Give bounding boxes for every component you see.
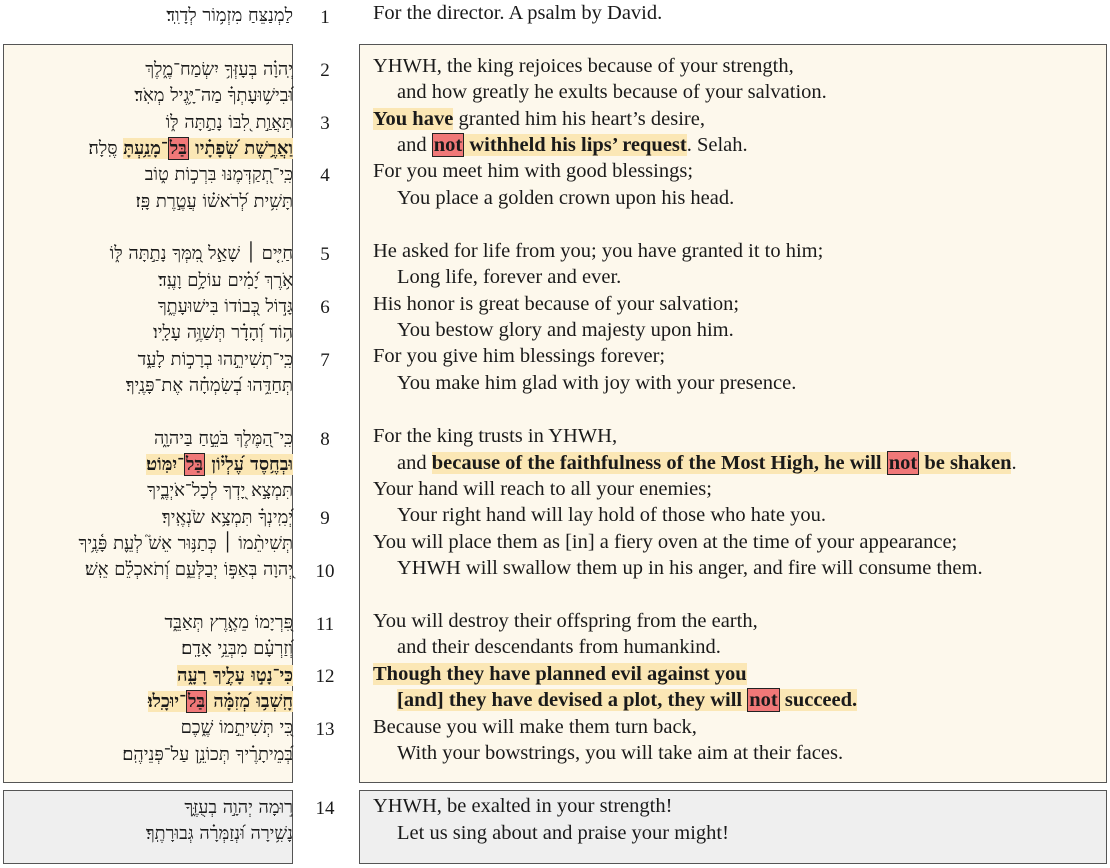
- english-line: and how greatly he exults because of your salvation.: [397, 81, 827, 103]
- verse-number: 10: [315, 561, 335, 582]
- hebrew-line-highlighted: [148, 689, 293, 716]
- english-line: YHWH will swallow them up in his anger, and fire will consume them.: [397, 557, 983, 579]
- hebrew-line: יְ֭הוָה בְּאַפּ֣וֹ יְבַלְּעֵ֑ם וְ֝תֹאכְלֵ֗ם אֵֽשׁ׃: [84, 559, 293, 580]
- verse-number: 9: [320, 508, 330, 529]
- hebrew-highlight: וַאֲרֶ֥שֶׁת שְׂ֝פָתָ֗יו בַּל־מָנַ֥עְתָּ: [123, 138, 293, 159]
- verse-number: 5: [320, 244, 330, 265]
- english-line: and because of the faithfulness of the Most High, he will not be shaken.: [397, 452, 1017, 474]
- hebrew-line: וּ֝בִישׁ֥וּעָתְךָ֗ מַה־יָּ֥גֶיל מְאֹֽד׃: [134, 85, 293, 106]
- verse-number: 1: [320, 7, 330, 28]
- english-line: You make him glad with joy with your presence.: [397, 372, 797, 394]
- hebrew-line: כִּ֭י תְּשִׁיתֵ֣מוֹ שֶׁ֑כֶם: [180, 717, 293, 738]
- verse-number: 12: [315, 666, 335, 687]
- english-line: You will place them as [in] a fiery oven at the time of your appearance;: [373, 531, 958, 553]
- english-line: His honor is great because of your salvation;: [373, 293, 740, 315]
- english-line: Long life, forever and ever.: [397, 266, 622, 288]
- verse-number: 13: [315, 719, 335, 740]
- hebrew-line: גָּד֣וֹל כְּ֭בוֹדוֹ בִּישׁוּעָתֶ֑ךָ: [157, 296, 293, 317]
- hebrew-highlight: וּבְחֶ֥סֶד עֶ֝לְי֗וֹן בַּל־יִמּֽוֹט׃: [146, 454, 293, 475]
- english-line: [397, 687, 857, 714]
- english-line: Because you will make them turn back,: [373, 716, 697, 738]
- verse-number: 6: [320, 297, 330, 318]
- hebrew-line: תִּמְצָ֣א יָ֭דְךָ לְכָל־אֹיְבֶ֑יךָ: [147, 480, 293, 501]
- hebrew-line: יְֽהוָ֗ה בְּעָזְּךָ֥ יִשְׂמַח־מֶ֑לֶךְ: [145, 59, 293, 80]
- hebrew-line: ר֣וּמָה יְהוָ֣ה בְעֻזֶּ֑ךָ: [184, 797, 293, 818]
- english-line: He asked for life from you; you have granted it to him;: [373, 240, 824, 262]
- hebrew-line-highlighted: וַאֲרֶ֥שֶׁת שְׂ֝פָתָ֗יו בַּל־מָנַ֥עְתָּ סֶּֽלָה׃: [88, 138, 293, 159]
- english-line: [373, 661, 747, 688]
- hebrew-line: וְ֝זַרְעָ֗ם מִבְּנֵ֥י אָדָֽם׃: [181, 638, 293, 659]
- negation-marker: not: [749, 689, 778, 711]
- hebrew-line: יְ֝מִֽינְךָ֗ תִּמְצָ֥א שֹׂנְאֶֽיךָ׃: [161, 507, 293, 528]
- english-line: You have granted him his heart’s desire,: [373, 108, 705, 130]
- hebrew-line: ה֥וֹד וְ֝הָדָ֗ר תְּשַׁוֶּ֥ה עָלָֽיו׃: [153, 322, 293, 343]
- english-line: YHWH, the king rejoices because of your strength,: [373, 55, 794, 77]
- hebrew-line: אֹ֥רֶךְ יָ֝מִ֗ים עוֹלָ֥ם וָעֶֽד׃: [158, 270, 293, 291]
- verse-number: 7: [320, 350, 330, 371]
- english-line: Your right hand will lay hold of those who hate you.: [397, 504, 826, 526]
- english-line: For the director. A psalm by David.: [373, 2, 663, 24]
- hebrew-line-highlighted: [146, 452, 293, 479]
- hebrew-line: פִּ֭רְיָמוֹ מֵאֶ֣רֶץ תְּאַבֵּ֑ד: [164, 612, 293, 633]
- hebrew-line: כִּֽי־תְשִׁיתֵ֣הוּ בְרָכ֣וֹת לָעַ֑ד: [137, 349, 293, 370]
- hebrew-line: תְּשִׁיתֵ֨מוֹ ׀ כְּתַנּ֥וּר אֵשׁ֮ לְעֵ֪ת פָּ֫נֶ֥יךָ: [78, 533, 293, 554]
- english-line: For you give him blessings forever;: [373, 345, 666, 367]
- english-line: YHWH, be exalted in your strength!: [373, 795, 673, 817]
- hebrew-line: בְּ֝מֵיתָרֶ֗יךָ תְּכוֹנֵ֥ן עַל־פְּנֵיהֶֽם׃: [122, 744, 293, 765]
- hebrew-line: תָּשִׁ֥ית לְ֝רֹאשׁ֗וֹ עֲטֶ֣רֶת פָּֽז׃: [135, 191, 293, 212]
- hebrew-line: חַיִּ֤ים ׀ שָׁאַ֣ל מִ֭מְּךָ נָתַ֣תָּה לּ֑וֹ: [109, 243, 293, 264]
- english-line: You place a golden crown upon his head.: [397, 187, 735, 209]
- hebrew-line: נָשִׁ֥ירָה וּ֝נְזַמְּרָ֗ה גְּבוּרָתֶֽךָ׃: [145, 823, 293, 844]
- english-line: and not withheld his lips’ request. Selah.: [397, 134, 748, 156]
- verse-number: 4: [320, 165, 330, 186]
- hebrew-line: כִּֽי־תְ֭קַדְּמֶנּוּ בִּרְכ֣וֹת ט֑וֹב: [144, 164, 293, 185]
- english-line: You bestow glory and majesty upon him.: [397, 319, 734, 341]
- hebrew-line: תַּאֲוַ֣ת לִ֭בּוֹ נָתַ֣תָּה לּ֑וֹ: [165, 112, 293, 133]
- english-line: You will destroy their offspring from the earth,: [373, 610, 758, 632]
- english-line: Your hand will reach to all your enemies;: [373, 478, 712, 500]
- negation-marker: not: [433, 134, 463, 156]
- negation-marker: not: [888, 452, 918, 474]
- english-line: For the king trusts in YHWH,: [373, 425, 618, 447]
- hebrew-line: לַמְנַצֵּחַ מִזְמ֥וֹר לְדָוִֽד׃: [166, 5, 293, 26]
- hebrew-highlight: כִּי־נָט֣וּ עָלֶ֣יךָ רָעָ֑ה: [177, 665, 293, 686]
- verse-number: 14: [315, 798, 335, 819]
- verse-number: 11: [315, 614, 335, 635]
- negation-marker: בַּל: [186, 454, 204, 475]
- hebrew-line-highlighted: [177, 663, 293, 690]
- negation-marker: בַּל: [169, 138, 187, 159]
- english-highlight: You have: [373, 108, 454, 130]
- negation-marker: בַּל: [187, 691, 206, 712]
- english-highlight: [and] they have devised a plot, they will not succeed.: [397, 689, 858, 711]
- english-line: For you meet him with good blessings;: [373, 160, 694, 182]
- hebrew-highlight: חָֽשְׁב֥וּ מְ֝זִמָּ֗ה בַּל־יוּכָֽלוּ׃: [147, 691, 293, 712]
- english-line: With your bowstrings, you will take aim at their faces.: [397, 742, 844, 764]
- english-line: and their descendants from humankind.: [397, 636, 721, 658]
- verse-number: 3: [320, 113, 330, 134]
- english-line: Let us sing about and praise your might!: [397, 822, 729, 844]
- english-highlight: Though they have planned evil against you: [373, 663, 747, 685]
- hebrew-line: תְּחַדֵּ֥הוּ בְ֝שִׂמְחָ֗ה אֶת־פָּנֶֽיךָ׃: [125, 375, 293, 396]
- english-highlight: because of the faithfulness of the Most High, he will not be shaken: [431, 452, 1012, 474]
- english-highlight: not withheld his lips’ request: [433, 134, 687, 156]
- verse-number: 8: [320, 429, 330, 450]
- hebrew-line: כִּֽי־הַ֭מֶּלֶךְ בֹּטֵ֣חַ בַּיהוָ֑ה: [153, 428, 293, 449]
- verse-number: 2: [320, 60, 330, 81]
